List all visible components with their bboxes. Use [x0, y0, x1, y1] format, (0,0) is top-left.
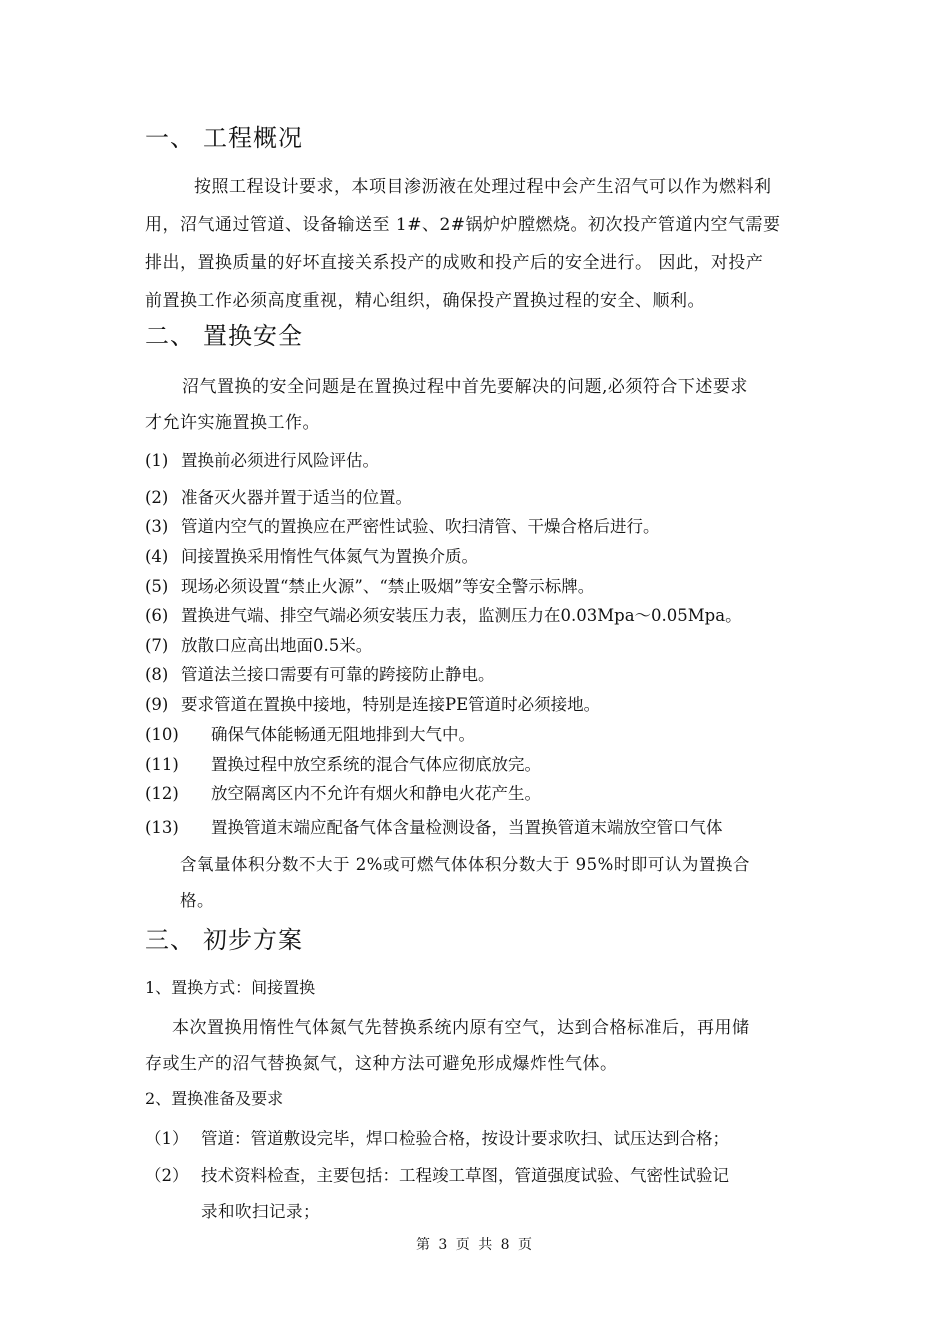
list-text: 现场必须设置“禁止火源”、“禁止吸烟”等安全警示标牌。: [181, 577, 595, 596]
paragraph-line: 才允许实施置换工作。: [145, 413, 320, 433]
list-text: 置换前必须进行风险评估。: [181, 451, 379, 470]
list-item-continuation: 录和吹扫记录；: [201, 1202, 320, 1221]
list-number: (2): [145, 488, 169, 507]
list-item: [145, 1125, 729, 1149]
section-number: 二、: [145, 322, 195, 350]
list-item: [145, 691, 600, 715]
list-item: [145, 1162, 729, 1186]
list-item: [145, 513, 660, 537]
section-title: 置换安全: [203, 322, 303, 350]
list-number: (3): [145, 517, 169, 536]
list-text: 放空隔离区内不允许有烟火和静电火花产生。: [211, 784, 541, 803]
list-item: [145, 814, 723, 838]
list-number: (11): [145, 755, 179, 774]
list-text: 放散口应高出地面0.5米。: [181, 636, 373, 655]
section-title: 工程概况: [203, 124, 303, 152]
list-text: 技术资料检查，主要包括：工程竣工草图，管道强度试验、气密性试验记: [201, 1166, 729, 1185]
subsection-heading: 2、置换准备及要求: [145, 1089, 284, 1108]
list-text: 置换管道末端应配备气体含量检测设备，当置换管道末端放空管口气体: [211, 818, 723, 837]
list-number: (9): [145, 695, 169, 714]
paragraph-line: 用，沼气通过管道、设备输送至 1#、2#锅炉炉膛燃烧。初次投产管道内空气需要: [145, 215, 781, 235]
list-item: [145, 447, 379, 471]
list-number: (6): [145, 606, 169, 625]
paragraph-line: 排出，置换质量的好坏直接关系投产的成败和投产后的安全进行。 因此，对投产: [145, 253, 764, 273]
list-item: [145, 484, 412, 508]
list-number: (8): [145, 665, 169, 684]
list-text: 要求管道在置换中接地，特别是连接PE管道时必须接地。: [181, 695, 601, 714]
paragraph-line: 存或生产的沼气替换氮气，这种方法可避免形成爆炸性气体。: [145, 1054, 618, 1074]
list-number: (4): [145, 547, 169, 566]
list-text: 管道：管道敷设完毕，焊口检验合格，按设计要求吹扫、试压达到合格；: [201, 1129, 729, 1148]
paragraph-line: 前置换工作必须高度重视，精心组织，确保投产置换过程的安全、顺利。: [145, 291, 705, 311]
list-item-continuation: 格。: [180, 891, 214, 910]
list-text: 管道内空气的置换应在严密性试验、吹扫清管、干燥合格后进行。: [181, 517, 660, 536]
list-text: 准备灭火器并置于适当的位置。: [181, 488, 412, 507]
list-text: 置换进气端、排空气端必须安装压力表，监测压力在0.03Mpa～0.05Mpa。: [181, 606, 742, 625]
list-number: (7): [145, 636, 169, 655]
list-item: [145, 573, 594, 597]
list-text: 确保气体能畅通无阻地排到大气中。: [211, 725, 475, 744]
section-1-heading: [145, 118, 303, 153]
section-3-heading: [145, 920, 303, 955]
list-number: （2）: [145, 1166, 189, 1185]
list-number: (1): [145, 451, 169, 470]
section-number: 三、: [145, 926, 195, 954]
list-text: 间接置换采用惰性气体氮气为置换介质。: [181, 547, 478, 566]
page-number-footer: 第 3 页 共 8 页: [415, 1237, 535, 1253]
list-number: （1）: [145, 1129, 189, 1148]
list-item: [145, 632, 372, 656]
paragraph-line: 沼气置换的安全问题是在置换过程中首先要解决的问题,必须符合下述要求: [182, 377, 748, 397]
list-text: 置换过程中放空系统的混合气体应彻底放完。: [211, 755, 541, 774]
list-number: (10): [145, 725, 179, 744]
subsection-heading: 1、置换方式：间接置换: [145, 978, 316, 997]
list-item: [145, 602, 742, 626]
list-item: [145, 780, 541, 804]
list-text: 管道法兰接口需要有可靠的跨接防止静电。: [181, 665, 495, 684]
list-number: (5): [145, 577, 169, 596]
list-item: [145, 721, 475, 745]
list-number: (12): [145, 784, 179, 803]
list-item-continuation: 含氧量体积分数不大于 2%或可燃气体体积分数大于 95%时即可认为置换合: [180, 855, 750, 874]
section-2-heading: [145, 316, 303, 351]
list-number: (13): [145, 818, 179, 837]
section-number: 一、: [145, 124, 195, 152]
list-item: [145, 661, 495, 685]
list-item: [145, 543, 478, 567]
list-item: [145, 751, 541, 775]
paragraph-line: 本次置换用惰性气体氮气先替换系统内原有空气，达到合格标准后，再用储: [172, 1018, 750, 1038]
section-title: 初步方案: [203, 926, 303, 954]
paragraph-line: 按照工程设计要求，本项目渗沥液在处理过程中会产生沼气可以作为燃料利: [194, 177, 772, 197]
